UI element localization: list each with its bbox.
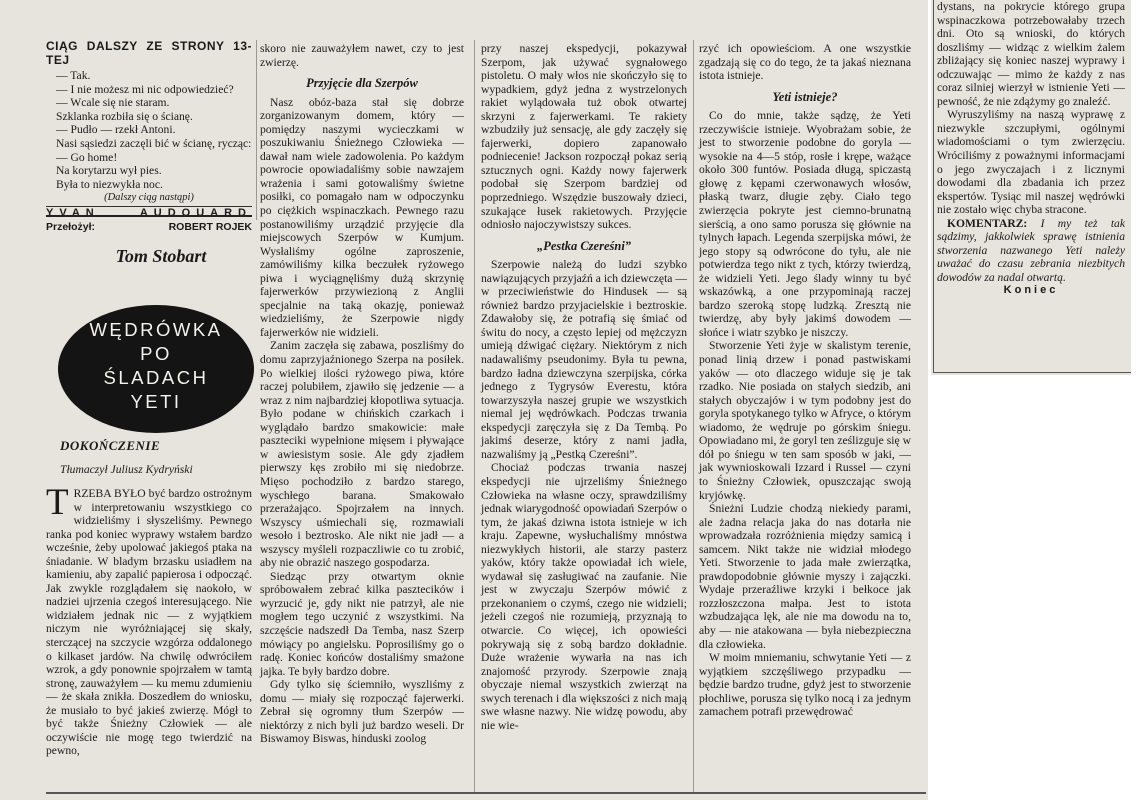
article-translator: Tłumaczył Juliusz Kydryński xyxy=(60,463,193,476)
translator-name: ROBERT ROJEK xyxy=(168,220,252,233)
article-author xyxy=(68,246,254,267)
section-divider xyxy=(46,215,252,220)
body-paragraph: Siedząc przy otwartym oknie spróbowałem zebrać kilka pasztecików i wyrzucić je, gdy nikt nie patrzył, ale nie mogłem tego uczynić z wszystkimi. Na szczęście nadszedł Da Temba, nasz Szerp mówiący po angielsku. Poprosiliśmy go o radę. Koniec końców dostaliśmy smażone jajka. Te były bardzo dobre. xyxy=(260,569,464,678)
body-paragraph: dystans, na pokrycie którego grupa wspinaczkowa potrzebowałaby trzech dni. Oto są wnioski, do których doszliśmy — widząc z wielkim żalem zbliżający się koniec naszej wyprawy i odczuwając — mimo że każdy z nas coraz silniej wierzył w istnienie Yeti — pewność, że nie zdążymy go znaleźć. xyxy=(937,0,1125,108)
section-heading: Yeti istnieje? xyxy=(772,89,838,104)
body-paragraph: Wyruszyliśmy na naszą wyprawę z niezwykle szczupłymi, ogólnymi wiadomościami o tym zwierzęciu. Wróciliśmy z poważnymi informacjami o jego zwyczajach i z licznymi dowodami dla zbadania ich przez ekspertów. Tysiąc mil naszej wędrówki nie zostało więc chyba stracone. xyxy=(937,108,1125,217)
body-paragraph: Chociaż podczas trwania naszej ekspedycji nie ujrzeliśmy Śnieżnego Człowieka na własne oczy, sprawdziliśmy jednak wiarygodność opowiadań Szerpów o tym, że jakaś dziwna istota istnieje w ich kraju. Zapewne, wysłuchaliśmy mnóstwa niezwykłych historii, ale starzy pasterz yaków, który także opowiadał ich wiele, wydawał się zasługiwać na zaufanie. Nie jest w zwyczaju Szerpów mówić z przekonaniem o czymś, czego nie widzieli; jeżeli czegoś nie rozumieją, przyznają to otwarcie. Co więcej, ich opowieści pokrywają się z sobą bardzo dokładnie. Duże wrażenie wywarła na nas ich znajomość przyrody. Szerpowie znają obyczaje niemal wszystkich zwierząt na swych terenach i dla większości z nich mają swe własne nazwy. Nie widzę powodu, aby nie wie- xyxy=(481,461,687,732)
column-rule xyxy=(693,40,694,792)
end-marker: Koniec xyxy=(1003,284,1059,297)
article-title xyxy=(58,318,254,414)
section-heading: Przyjęcie dla Szerpów xyxy=(306,76,418,91)
body-paragraph: skoro nie zauważyłem nawet, czy to jest zwierzę. xyxy=(260,42,464,69)
body-paragraph: Śnieżni Ludzie chodzą niekiedy parami, ale żadna relacja jaka do nas dotarła nie wprowadzała rozróżnienia między samicą i samcem. Nikt także nie widział młodego Yeti. Stworzenie to jada małe zwierzątka, prawdopodobnie głównie myszy i zajączki. Wydaje przeraźliwe krzyki i bełkoce jak rozzłoszczona małpa. Jest to istota wzbudzająca lęk, ale nie ma dowodu na to, aby — nie atakowana — była niebezpieczna dla człowieka. xyxy=(699,502,911,651)
article-body-start xyxy=(46,482,252,758)
translated-label: Przełożył: xyxy=(46,220,96,233)
column-rule xyxy=(256,40,257,220)
body-paragraph: rzyć ich opowieściom. A one wszystkie zgadzają się co do tego, że ta jakaś nieznana istota istnieje. xyxy=(699,42,911,83)
dialog-line: Nasi sąsiedzi zaczęli bić w ścianę, rycząc: xyxy=(56,137,252,151)
bottom-rule xyxy=(46,792,926,794)
section-heading: „Pestka Czereśni” xyxy=(536,238,632,253)
author-first-name: YVAN xyxy=(46,206,100,219)
final-column-frame xyxy=(933,0,1131,373)
title-word: YETI xyxy=(130,391,182,412)
dialog-line: — Pudło — rzekł Antoni. xyxy=(56,123,176,137)
column-rule xyxy=(474,40,475,792)
column-2 xyxy=(260,42,464,746)
body-paragraph: RZEBA BYŁO być bardzo ostrożnym w interpretowaniu wszystkiego co widzieliśmy i słyszeliśmy. Pewnego ranka pod koniec wyprawy wstałem bardzo wcześnie, żeby upolować jakiegoś ptaka na śniadanie. W bladym brzasku usiadłem na kamieniu, aby zapalić papierosa i odpocząć. Jak zwykle rozglądałem się naokoło, w nadziei ujrzenia czegoś interesującego. Nie widziałem jednak nic — z wyjątkiem niczym nie wyróżniającej się skały, sterczącej na szczycie wzgórza oddalonego o kilkaset jardów. Na chwilę odwróciłem wzrok, a gdy ponownie spojrzałem w tamtą stronę, zauważyłem — ku memu zdumieniu — że skała znikła. Doszedłem do wniosku, że musiało to być jakieś zwierzę. Mógł to być także Śnieżny Człowiek — ale oczywiście nie mogę tego twierdzić na pewno, xyxy=(46,487,252,758)
comment-label: KOMENTARZ: xyxy=(947,216,1028,230)
body-paragraph: Zanim zaczęła się zabawa, poszliśmy do domu zaprzyjaźnionego Szerpa na posiłek. Po wielkiej ilości ryżowego piwa, które raczej polubiłem, zjawiło się jedzenie — a wraz z nim najbardziej kłopotliwa sytuacja. Było podane w chińskich czarkach i wyglądało bardzo smakowicie: małe paszteciki wypełnione mięsem i pływające w awiesistym sosie. Ale gdy zjadłem pierwszy kęs zrobiło mi się niedobrze. Mięso pochodziło z bardzo starego, wyschłego barana. Smakowało przerażająco. Spojrzałem na innych. Wszyscy uśmiechali się, rozmawiali wesoło i beztrosko. Ale nikt nie jadł — a wszyscy myśleli rozpaczliwie co tu zrobić, aby nie obrazić naszego gospodarza. xyxy=(260,339,464,570)
ending-label: DOKOŃCZENIE xyxy=(60,438,161,453)
continuation-note: (Dalszy ciąg nastąpi) xyxy=(104,192,194,204)
title-word: PO xyxy=(140,343,172,364)
body-paragraph: Stworzenie Yeti żyje w skalistym terenie, ponad linią drzew i ponad pastwiskami yaków — oto dlaczego widuje się je tak rzadko. Nie posiada on stałych siedzib, ani stałych obyczajów i w tym podobny jest do goryla spotykanego tylko w Afryce, o którym wiadomo, że wędruje po górskim śniegu. Opowiadano mi, że goryl ten ześlizguje się w dół po śniegu w ten sam sposób w jaki, — jak wywnioskowali Izzard i Russel — czyni to Śnieżny Człowiek, opuszczając swoją kryjówkę. xyxy=(699,339,911,502)
author-last-name: AUDOUARD xyxy=(139,206,252,219)
continuation-dialog xyxy=(46,69,252,191)
dialog-line: — I nie możesz mi nic odpowiedzieć? xyxy=(56,82,234,96)
body-paragraph: Nasz obóz-baza stał się dobrze zorganizowanym domem, który — pomiędzy naszymi wycieczkami w poszukiwaniu Śnieżnego Człowieka — dawał nam wiele zadowolenia. Po każdym powrocie opowiadaliśmy sobie nawzajem wrażenia i sami gotowaliśmy świetne posiłki, co pomagało nam w odpoczynku po ciężkich wspinaczkach. Pewnego razu postanowiliśmy urządzić przyjęcie dla miejscowych Szerpów w Kumjum. Wysłaliśmy ogólne zaproszenie, zamówiliśmy kilka beczułek ryżowego piwa i wyciągnęliśmy dużą skrzynię fajerwerków przywiezioną z Anglii specjalnie na taką okazję, ponieważ wiedzieliśmy, że Szerpowie nigdy fajerwerków nie widzieli. xyxy=(260,95,464,339)
dialog-line: — Wcale się nie staram. xyxy=(56,96,170,110)
dialog-line: — Go home! xyxy=(56,150,118,164)
body-paragraph: Szerpowie należą do ludzi szybko nawiązujących przyjaźń a ich dziewczęta — w przeciwieństwie do Hindusek — są również bardzo przyjacielskie i beztroskie. Zdawałoby się, że potrafią się śmiać od świtu do nocy, a często lepiej od mężczyzn umieją dźwigać ciężary. Niektórym z nich nadawaliśmy pseudonimy. Była tu pewna, bardzo ładna dziewczyna szerpijska, córka jednego z Tygrysów Everestu, która towarzyszyła naszej grupie we wszystkich niemal jej wędrówkach. Podczas trwania ekspedycji zaręczyła się z Da Tembą. Po jakimś deserze, który z nami jadła, nazwaliśmy ją „Pestką Czereśni”. xyxy=(481,258,687,461)
body-paragraph: przy naszej ekspedycji, pokazywał Szerpom, jak używać sygnałowego pistoletu. O mały włos nie skończyło się to wypadkiem, gdyż jedna z wystrzelonych rakiet wylądowała tuż obok otwartej skrzyni z fajerwerkami. Te rakiety wzbudziły już sensację, ale gdy zaczęły się fajerwerki, dopiero zapanowało podniecenie! Jackson rozpoczął pokaz serią sztucznych ogni. Każdy nowy fajerwerk podobał się Szerpom bardziej od poprzedniego. Wszędzie buszowały dzieci, szukające łusek rakietowych. Przyjęcie odniosło najoczywistszy sukces. xyxy=(481,42,687,232)
continuation-column xyxy=(46,40,252,234)
body-paragraph: W moim mniemaniu, schwytanie Yeti — z wyjątkiem szczęśliwego przypadku — będzie bardzo trudne, gdyż jest to stworzenie płochliwe, porusza się tylko nocą i za jednym zamachem potrafi przewędrować xyxy=(699,651,911,719)
dialog-line: — Tak. xyxy=(56,69,91,83)
body-paragraph: Co do mnie, także sądzę, że Yeti rzeczywiście istnieje. Wyobrażam sobie, że jest to stworzenie podobne do goryla — wysokie na 4—5 stóp, rosłe i krępe, ważące około 300 funtów. Posiada długą, spiczastą głowę z kępami czerwonawych włosów, płaską twarz, długie zęby. Ciało tego zwierzęcia pokryte jest ciemno-brunatną sierścią, a ono samo porusza się głównie na tylnych łapach. Legenda szerpijska mówi, że jego stopy są odwrócone do tyłu, ale nie potwierdza tego nikt z tych, którzy twierdzą, że widzieli Yeti. Jego ślady winny tu być wskazówką, a one przypominają raczej bardzo szeroką stopę ludzką. Zresztą nie twierdzę, aby były jakimś dowodem — słońce i wiatr szybko je niszczy. xyxy=(699,109,911,339)
dialog-line: Na korytarzu wył pies. xyxy=(56,164,162,178)
title-word: ŚLADACH xyxy=(103,367,209,388)
title-word: WĘDRÓWKA xyxy=(89,319,223,340)
dialog-line: Była to niezwykła noc. xyxy=(56,177,163,191)
body-paragraph: Gdy tylko się ściemniło, wyszliśmy z domu — miały się rozpocząć fajerwerki. Zebrał się ogromny tłum Szerpów — niektórzy z nich byli już bardzo weseli. Dr Biswamoy Biswas, hinduski zoolog xyxy=(260,678,464,746)
article-author-name: Tom Stobart xyxy=(115,246,207,266)
continuation-header: CIĄG DALSZY ZE STRONY 13-TEJ xyxy=(46,39,252,67)
drop-cap: T xyxy=(46,482,69,523)
comment-text: I my też tak sądzimy, jakkolwiek sprawę istnienia stworzenia nazwanego Yeti należy uważać do czasu zebrania niezbitych dowodów za nadal otwartą. xyxy=(937,216,1125,284)
column-4 xyxy=(699,42,911,719)
dialog-line: Szklanka rozbiła się o ścianę. xyxy=(56,109,193,123)
translator-line xyxy=(46,221,252,235)
column-3 xyxy=(481,42,687,732)
